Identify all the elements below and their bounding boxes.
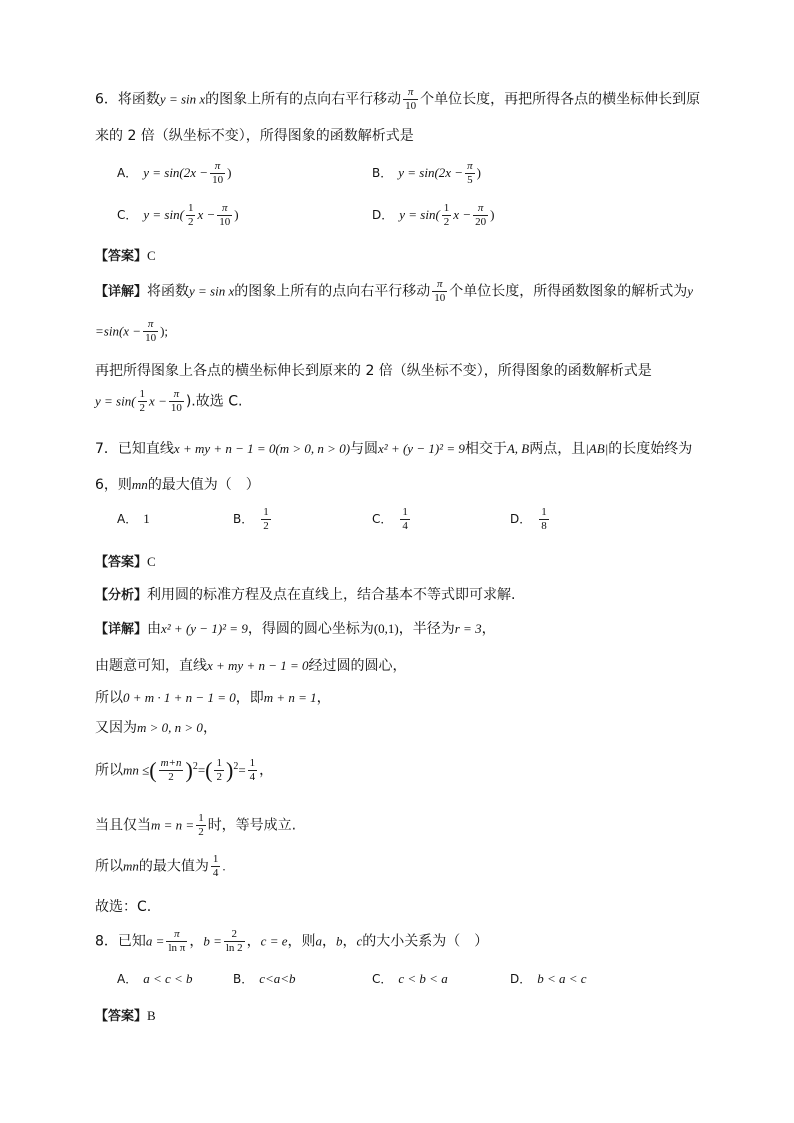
q7-answer <box>95 551 156 570</box>
q6-detail-line4: y = sin( $\frac{1}{2}$ x − $\frac{\pi}{10}$ ).故选 C. <box>95 388 243 414</box>
q6-answer <box>95 245 156 264</box>
q6-detail-line3: 再把所得图象上各点的横坐标伸长到原来的 2 倍（纵坐标不变），所得图象的函数解析式是 <box>95 363 652 379</box>
q7-detail-line4: 又因为m > 0, n > 0， <box>95 720 217 736</box>
question-number: 6． <box>95 91 118 108</box>
answer-value: C <box>147 248 156 263</box>
q7-option-d[interactable]: D． $\frac{1}{8}$ <box>510 506 547 532</box>
q7-option-c[interactable]: C． $\frac{1}{4}$ <box>372 506 408 532</box>
q7-detail-line5: 所以mn ≤( $\frac{m+n}{2}$ )$^2$=( $\frac{1}{2}$ )$^2$= $\frac{1}{4}$ ， <box>95 757 274 783</box>
q7-analysis: 【分析】利用圆的标准方程及点在直线上，结合基本不等式即可求解. <box>95 587 516 603</box>
answer-value: B <box>147 1008 156 1023</box>
q6-detail-line2: =sin(x − $\frac{\pi}{10}$ ); <box>95 318 169 344</box>
answer-label: 【答案】 <box>95 1009 148 1024</box>
answer-label: 【答案】 <box>95 249 148 264</box>
math-expr: y = sin x <box>159 91 206 107</box>
q6-option-b[interactable]: B． y = sin(2x − $\frac{\pi}{5}$ ) <box>372 160 481 186</box>
text: 的图象上所有的点向右平行移动 <box>205 91 402 108</box>
detail-label: 【详解】 <box>95 622 148 637</box>
q7-detail-line3: 所以0 + m · 1 + n − 1 = 0，即m + n = 1， <box>95 690 331 706</box>
q7-detail-line8: 故选：C. <box>95 899 152 915</box>
q7-option-b[interactable]: B． $\frac{1}{2}$ <box>233 506 269 532</box>
text: 将函数 <box>117 91 160 108</box>
q7-detail-line6: 当且仅当m = n = $\frac{1}{2}$ 时，等号成立. <box>95 812 297 838</box>
question-number: 8． <box>95 933 118 950</box>
q6-stem-line2: 来的 2 倍（纵坐标不变），所得图象的函数解析式是 <box>95 128 414 144</box>
analysis-label: 【分析】 <box>95 588 148 603</box>
q8-option-c[interactable]: C． c < b < a <box>372 971 448 986</box>
q6-option-c[interactable]: C． y = sin( $\frac{1}{2}$ x − $\frac{\pi}{10}$ ) <box>117 202 239 228</box>
q8-stem: 8．已知a = $\frac{\pi}{\text{ln π}}$ ，b = $\frac{2}{\ln 2}$ ，c = e，则a，b，c的大小关系为（ ） <box>95 928 489 954</box>
q7-detail-line1: 【详解】由x² + (y − 1)² = 9，得圆的圆心坐标为(0,1)，半径为r = 3， <box>95 621 496 637</box>
question-number: 7． <box>95 441 118 457</box>
q7-detail-line7: 所以mn的最大值为 $\frac{1}{4}$ . <box>95 853 226 879</box>
q6-option-d[interactable]: D． y = sin( $\frac{1}{2}$ x − $\frac{\pi}{20}$ ) <box>372 202 495 228</box>
q7-stem-line1: 7．已知直线x + my + n − 1 = 0(m > 0, n > 0)与圆x² + (y − 1)² = 9相交于A, B两点，且|AB|的长度始终为 <box>95 441 693 457</box>
q7-option-a[interactable]: A． 1 <box>117 511 150 526</box>
q8-option-a[interactable]: A． a < c < b <box>117 971 193 986</box>
q7-detail-line2: 由题意可知，直线x + my + n − 1 = 0经过圆的圆心， <box>95 658 407 674</box>
text: 个单位长度，再把所得各点的横坐标伸长到原 <box>420 91 701 108</box>
q6-option-a[interactable]: A． y = sin(2x − $\frac{\pi}{10}$ ) <box>117 160 232 186</box>
fraction: $\frac{\pi}{10}$ <box>405 86 417 112</box>
answer-label: 【答案】 <box>95 555 148 570</box>
q8-answer <box>95 1005 156 1024</box>
q8-option-d[interactable]: D． b < a < c <box>510 971 587 986</box>
answer-value: C <box>147 554 156 569</box>
q6-stem-line1 <box>95 86 700 113</box>
q7-stem-line2: 6，则mn的最大值为（ ） <box>95 477 260 493</box>
q8-option-b[interactable]: B． c<a<b <box>233 971 296 986</box>
detail-label: 【详解】 <box>95 284 148 300</box>
q6-detail-line1: 【详解】将函数y = sin x的图象上所有的点向右平行移动 $\frac{\pi}{10}$ 个单位长度，所得函数图象的解析式为y <box>95 278 694 304</box>
